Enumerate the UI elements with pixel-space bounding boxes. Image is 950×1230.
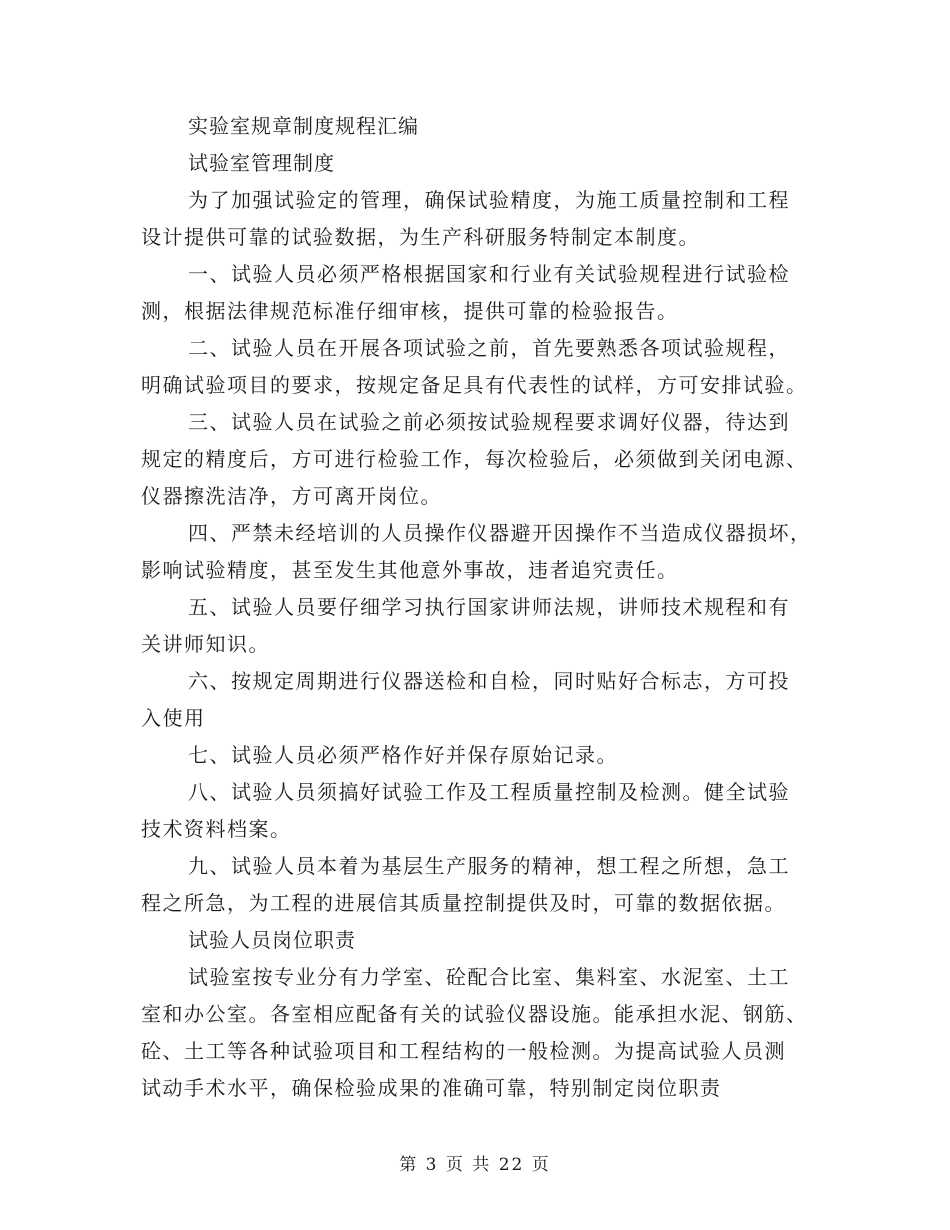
paragraph-line: 室和办公室。各室相应配备有关的试验仪器设施。能承担水泥、钢筋、 (141, 1002, 808, 1026)
paragraph-line: 六、按规定周期进行仪器送检和自检，同时贴好合标志，方可投 (188, 669, 790, 693)
paragraph-line: 二、试验人员在开展各项试验之前，首先要熟悉各项试验规程， (188, 336, 790, 360)
paragraph-line: 三、试验人员在试验之前必须按试验规程要求调好仪器，待达到 (188, 410, 790, 434)
paragraph (141, 182, 809, 256)
paragraph-line: 影响试验精度，甚至发生其他意外事故，违者追究责任。 (141, 558, 679, 582)
paragraph-line: 九、试验人员本着为基层生产服务的精神，想工程之所想，急工 (188, 854, 790, 878)
section-heading-staff-duties: 试验人员岗位职责 (188, 928, 356, 952)
paragraph (141, 848, 809, 922)
paragraph-line: 入使用 (141, 706, 206, 730)
paragraph-line: 仪器擦洗洁净，方可离开岗位。 (141, 484, 442, 508)
page-footer: 第 3 页 共 22 页 (399, 1155, 551, 1175)
paragraph-line: 规定的精度后，方可进行检验工作，每次检验后，必须做到关闭电源、 (141, 447, 808, 471)
paragraph-line: 为了加强试验定的管理，确保试验精度，为施工质量控制和工程 (188, 188, 790, 212)
paragraph (141, 774, 809, 848)
paragraph-line: 试验室按专业分有力学室、砼配合比室、集料室、水泥室、土工 (188, 965, 790, 989)
section-heading-lab-management: 试验室管理制度 (188, 151, 335, 175)
document-title: 实验室规章制度规程汇编 (188, 114, 419, 138)
paragraph-line: 砼、土工等各种试验项目和工程结构的一般检测。为提高试验人员测 (141, 1039, 786, 1063)
paragraph-line: 明确试验项目的要求，按规定备足具有代表性的试样，方可安排试验。 (141, 373, 808, 397)
paragraph (141, 663, 809, 737)
paragraph (141, 959, 809, 1107)
paragraph-line: 五、试验人员要仔细学习执行国家讲师法规，讲师技术规程和有 (188, 595, 790, 619)
paragraph (141, 256, 809, 330)
paragraph (141, 515, 812, 589)
paragraph-line: 试动手术水平，确保检验成果的准确可靠，特别制定岗位职责 (141, 1076, 722, 1100)
paragraph-line: 四、严禁未经培训的人员操作仪器避开因操作不当造成仪器损坏， (188, 521, 812, 545)
section-staff-duties (141, 959, 809, 1107)
paragraph (141, 330, 809, 404)
paragraph-line: 七、试验人员必须严格作好并保存原始记录。 (188, 743, 618, 767)
paragraph-line: 八、试验人员须搞好试验工作及工程质量控制及检测。健全试验 (188, 780, 790, 804)
paragraph (141, 404, 809, 515)
paragraph-line: 设计提供可靠的试验数据，为生产科研服务特制定本制度。 (141, 225, 700, 249)
section-lab-management (141, 182, 812, 922)
paragraph-line: 程之所急，为工程的进展信其质量控制提供及时，可靠的数据依据。 (141, 891, 786, 915)
document-body (141, 108, 812, 1107)
paragraph (141, 737, 809, 774)
paragraph (141, 589, 809, 663)
paragraph-line: 技术资料档案。 (141, 817, 292, 841)
paragraph-line: 关讲师知识。 (141, 632, 270, 656)
paragraph-line: 测，根据法律规范标准仔细审核，提供可靠的检验报告。 (141, 299, 679, 323)
paragraph-line: 一、试验人员必须严格根据国家和行业有关试验规程进行试验检 (188, 262, 790, 286)
